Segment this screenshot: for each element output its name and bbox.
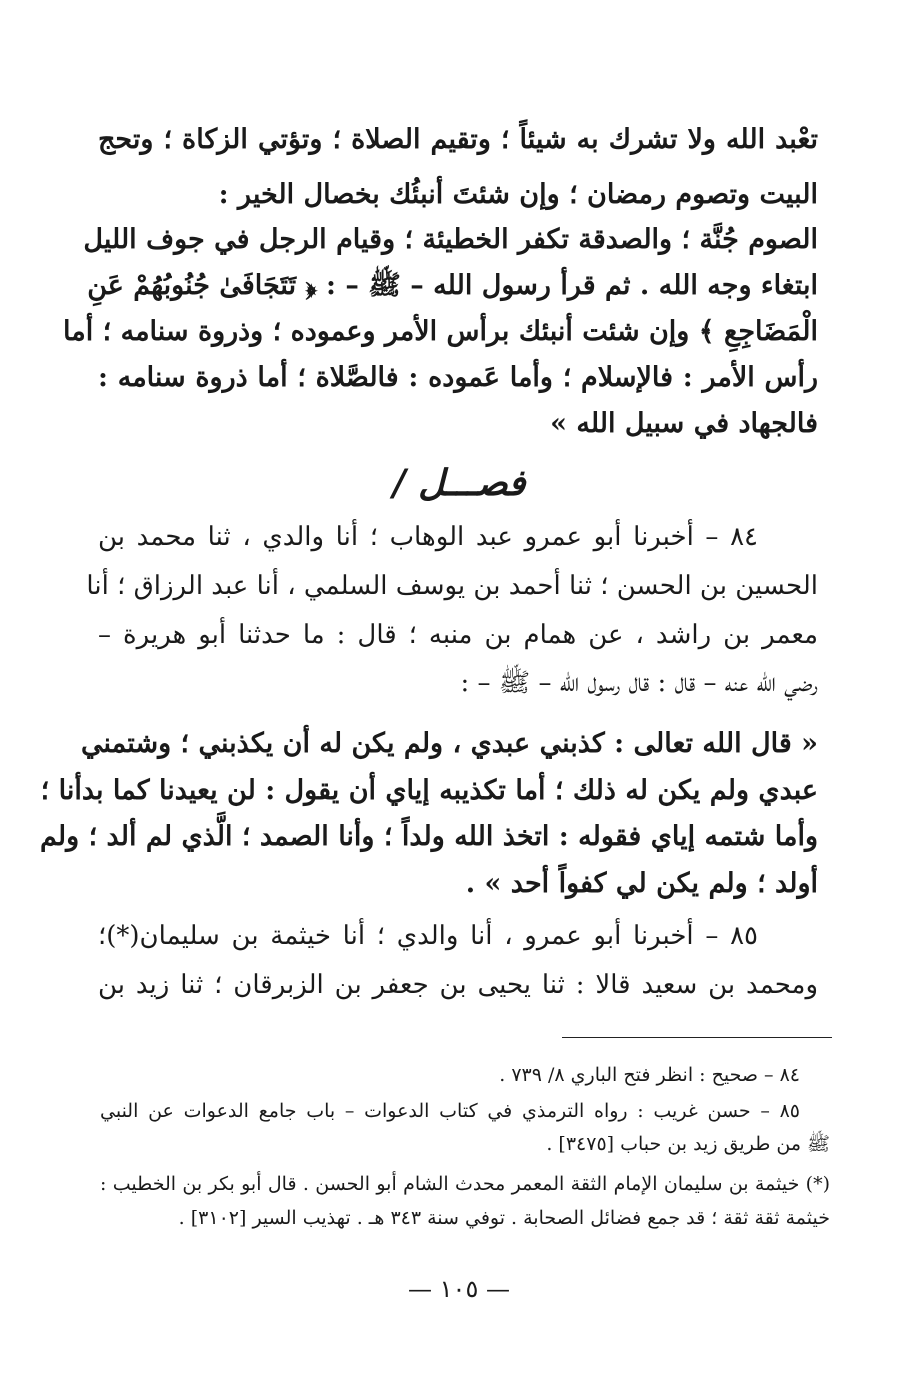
footnote-line: (*) خيثمة بن سليمان الإمام الثقة المعمر محدث الشام أبو الحسن . قال أبو بكر بن الخطيب : xyxy=(100,1173,830,1195)
text-line: رأس الأمر : فالإسلام ؛ وأما عَموده : فالصَّلاة ؛ أما ذروة سنامه : xyxy=(98,362,818,393)
footnote-line: ٨٥ – حسن غريب : رواه الترمذي في كتاب الدعوات – باب جامع الدعوات عن النبي xyxy=(100,1100,800,1122)
text-line: فالجهاد في سبيل الله » xyxy=(550,408,818,439)
footnote-line: ﷺ من طريق زيد بن حباب [٣٤٧٥] . xyxy=(546,1133,830,1155)
text-line: تعْبد الله ولا تشرك به شيئاً ؛ وتقيم الصلاة ؛ وتؤتي الزكاة ؛ وتحج xyxy=(98,124,818,155)
footnote-line: ٨٤ – صحيح : انظر فتح الباري ٨/ ٧٣٩ . xyxy=(499,1064,800,1086)
page-number: — ١٠٥ — xyxy=(408,1275,510,1303)
text-line: الْمَضَاجِعِ ﴾ وإن شئت أنبئك برأس الأمر وعموده ؛ وذروة سنامه ؛ أما xyxy=(63,316,818,347)
hadith-line: معمر بن راشد ، عن همام بن منبه ؛ قال : ما حدثنا أبو هريرة – xyxy=(98,620,818,650)
footnote-line: خيثمة ثقة ثقة ؛ قد جمع فضائل الصحابة . توفي سنة ٣٤٣ هـ . تهذيب السير [٣١٠٢] . xyxy=(178,1207,830,1229)
section-heading: فصـــل / xyxy=(392,462,526,504)
text-line: البيت وتصوم رمضان ؛ وإن شئتَ أنبئُك بخصال الخير : xyxy=(218,179,818,210)
hadith-line: ومحمد بن سعيد قالا : ثنا يحيى بن جعفر بن الزبرقان ؛ ثنا زيد بن xyxy=(98,970,818,1000)
text-line: الصوم جُنَّة ؛ والصدقة تكفر الخطيئة ؛ وقيام الرجل في جوف الليل xyxy=(83,224,818,255)
quote-line: عبدي ولم يكن له ذلك ؛ أما تكذيبه إياي أن يقول : لن يعيدنا كما بدأنا ؛ xyxy=(40,775,818,806)
hadith-line: الحسين بن الحسن ؛ ثنا أحمد بن يوسف السلمي ، أنا عبد الرزاق ؛ أنا xyxy=(86,571,818,601)
footnote-separator xyxy=(562,1037,832,1038)
quote-line: وأما شتمه إياي فقوله : اتخذ الله ولداً ؛ وأنا الصمد ؛ الَّذي لم ألد ؛ ولم xyxy=(39,821,818,852)
hadith-line: ٨٥ – أخبرنا أبو عمرو ، أنا والدي ؛ أنا خيثمة بن سليمان(*)؛ xyxy=(98,921,758,951)
quote-line: أولد ؛ ولم يكن لي كفواً أحد » . xyxy=(465,868,818,899)
quote-line: « قال الله تعالى : كذبني عبدي ، ولم يكن له أن يكذبني ؛ وشتمني xyxy=(81,728,818,759)
hadith-line: ٨٤ – أخبرنا أبو عمرو عبد الوهاب ؛ أنا والدي ، ثنا محمد بن xyxy=(98,522,758,552)
hadith-line: رضي الله عنه – قال : قال رسول الله – ﷺ – : xyxy=(460,668,818,698)
text-line: ابتغاء وجه الله . ثم قرأ رسول الله – ﷺ – : ﴿ تَتَجَافَىٰ جُنُوبُهُمْ عَنِ xyxy=(87,270,818,301)
